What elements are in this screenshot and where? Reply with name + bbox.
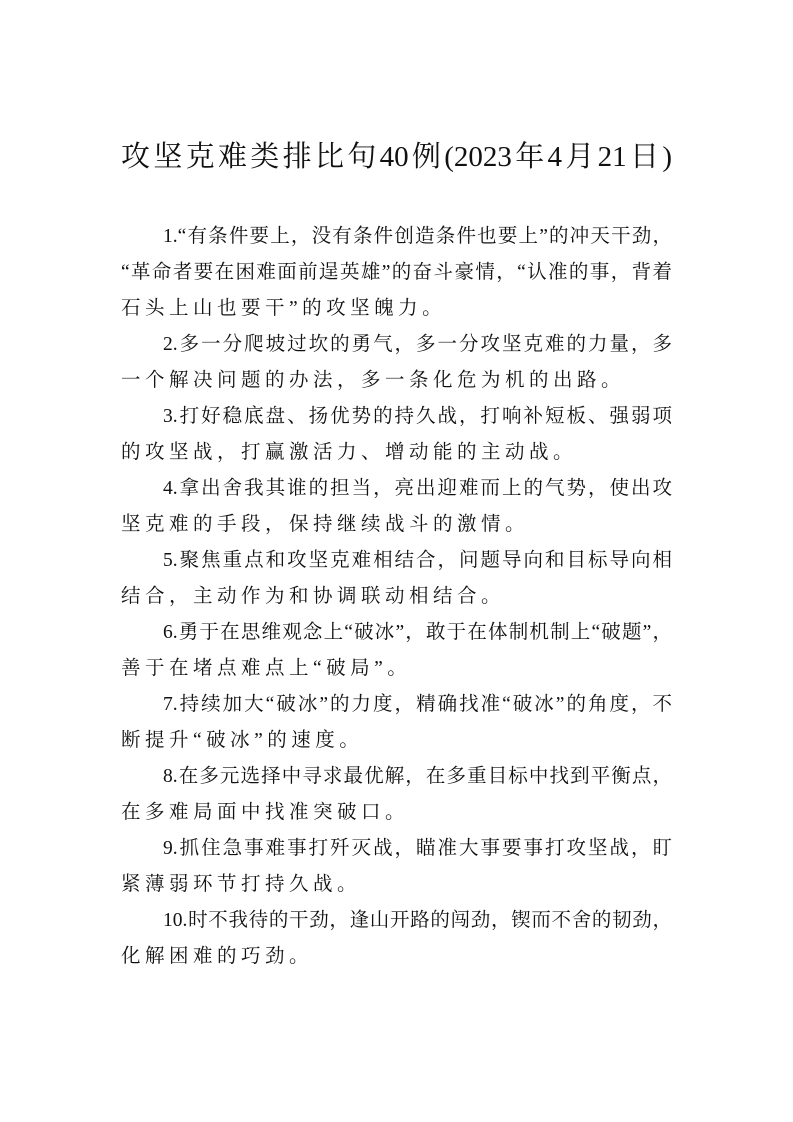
paragraph-line: 一个解决问题的办法，多一条化危为机的出路。 — [121, 370, 626, 391]
paragraph-line: 1.“有条件要上，没有条件创造条件也要上”的冲天干劲， — [163, 226, 672, 247]
paragraph-line: 在多难局面中找准突破口。 — [121, 802, 410, 823]
paragraph — [121, 219, 672, 327]
paragraph-line: 化解困难的巧劲。 — [121, 946, 314, 967]
paragraph-line: 10.时不我待的干劲，逢山开路的闯劲，锲而不舍的韧劲， — [163, 910, 672, 931]
paragraph — [121, 327, 672, 399]
paragraph-line: 的攻坚战，打赢激活力、增动能的主动战。 — [121, 442, 578, 463]
paragraph-line: 石头上山也要干”的攻坚魄力。 — [121, 298, 447, 319]
paragraph — [121, 543, 672, 615]
paragraph — [121, 399, 672, 471]
paragraph-line: 5.聚焦重点和攻坚克难相结合，问题导向和目标导向相 — [163, 550, 672, 571]
paragraph — [121, 831, 672, 903]
paragraph-line: 紧薄弱环节打持久战。 — [121, 874, 362, 895]
paragraph-line: 2.多一分爬坡过坎的勇气，多一分攻坚克难的力量，多 — [163, 334, 672, 355]
paragraph — [121, 615, 672, 687]
paragraph-line: 6.勇于在思维观念上“破冰”，敢于在体制机制上“破题”， — [163, 622, 672, 643]
document-body — [121, 219, 672, 975]
paragraph-line: 8.在多元选择中寻求最优解，在多重目标中找到平衡点， — [163, 766, 672, 787]
paragraph-line: 3.打好稳底盘、扬优势的持久战，打响补短板、强弱项 — [163, 406, 672, 427]
paragraph-line: 断提升“破冰”的速度。 — [121, 730, 364, 751]
paragraph-line: “革命者要在困难面前逞英雄”的奋斗豪情，“认准的事，背着 — [121, 262, 672, 283]
paragraph-line: 结合，主动作为和协调联动相结合。 — [121, 586, 506, 607]
paragraph-line: 善于在堵点难点上“破局”。 — [121, 658, 412, 679]
paragraph-line: 9.抓住急事难事打歼灭战，瞄准大事要事打攻坚战，盯 — [163, 838, 672, 859]
paragraph-line: 4.拿出舍我其谁的担当，亮出迎难而上的气势，使出攻 — [163, 478, 672, 499]
paragraph — [121, 759, 672, 831]
paragraph — [121, 471, 672, 543]
document-title: 攻坚克难类排比句40例(2023年4月21日) — [121, 141, 672, 173]
paragraph — [121, 687, 672, 759]
paragraph — [121, 903, 672, 975]
paragraph-line: 7.持续加大“破冰”的力度，精确找准“破冰”的角度，不 — [163, 694, 672, 715]
paragraph-line: 坚克难的手段，保持继续战斗的激情。 — [121, 514, 530, 535]
